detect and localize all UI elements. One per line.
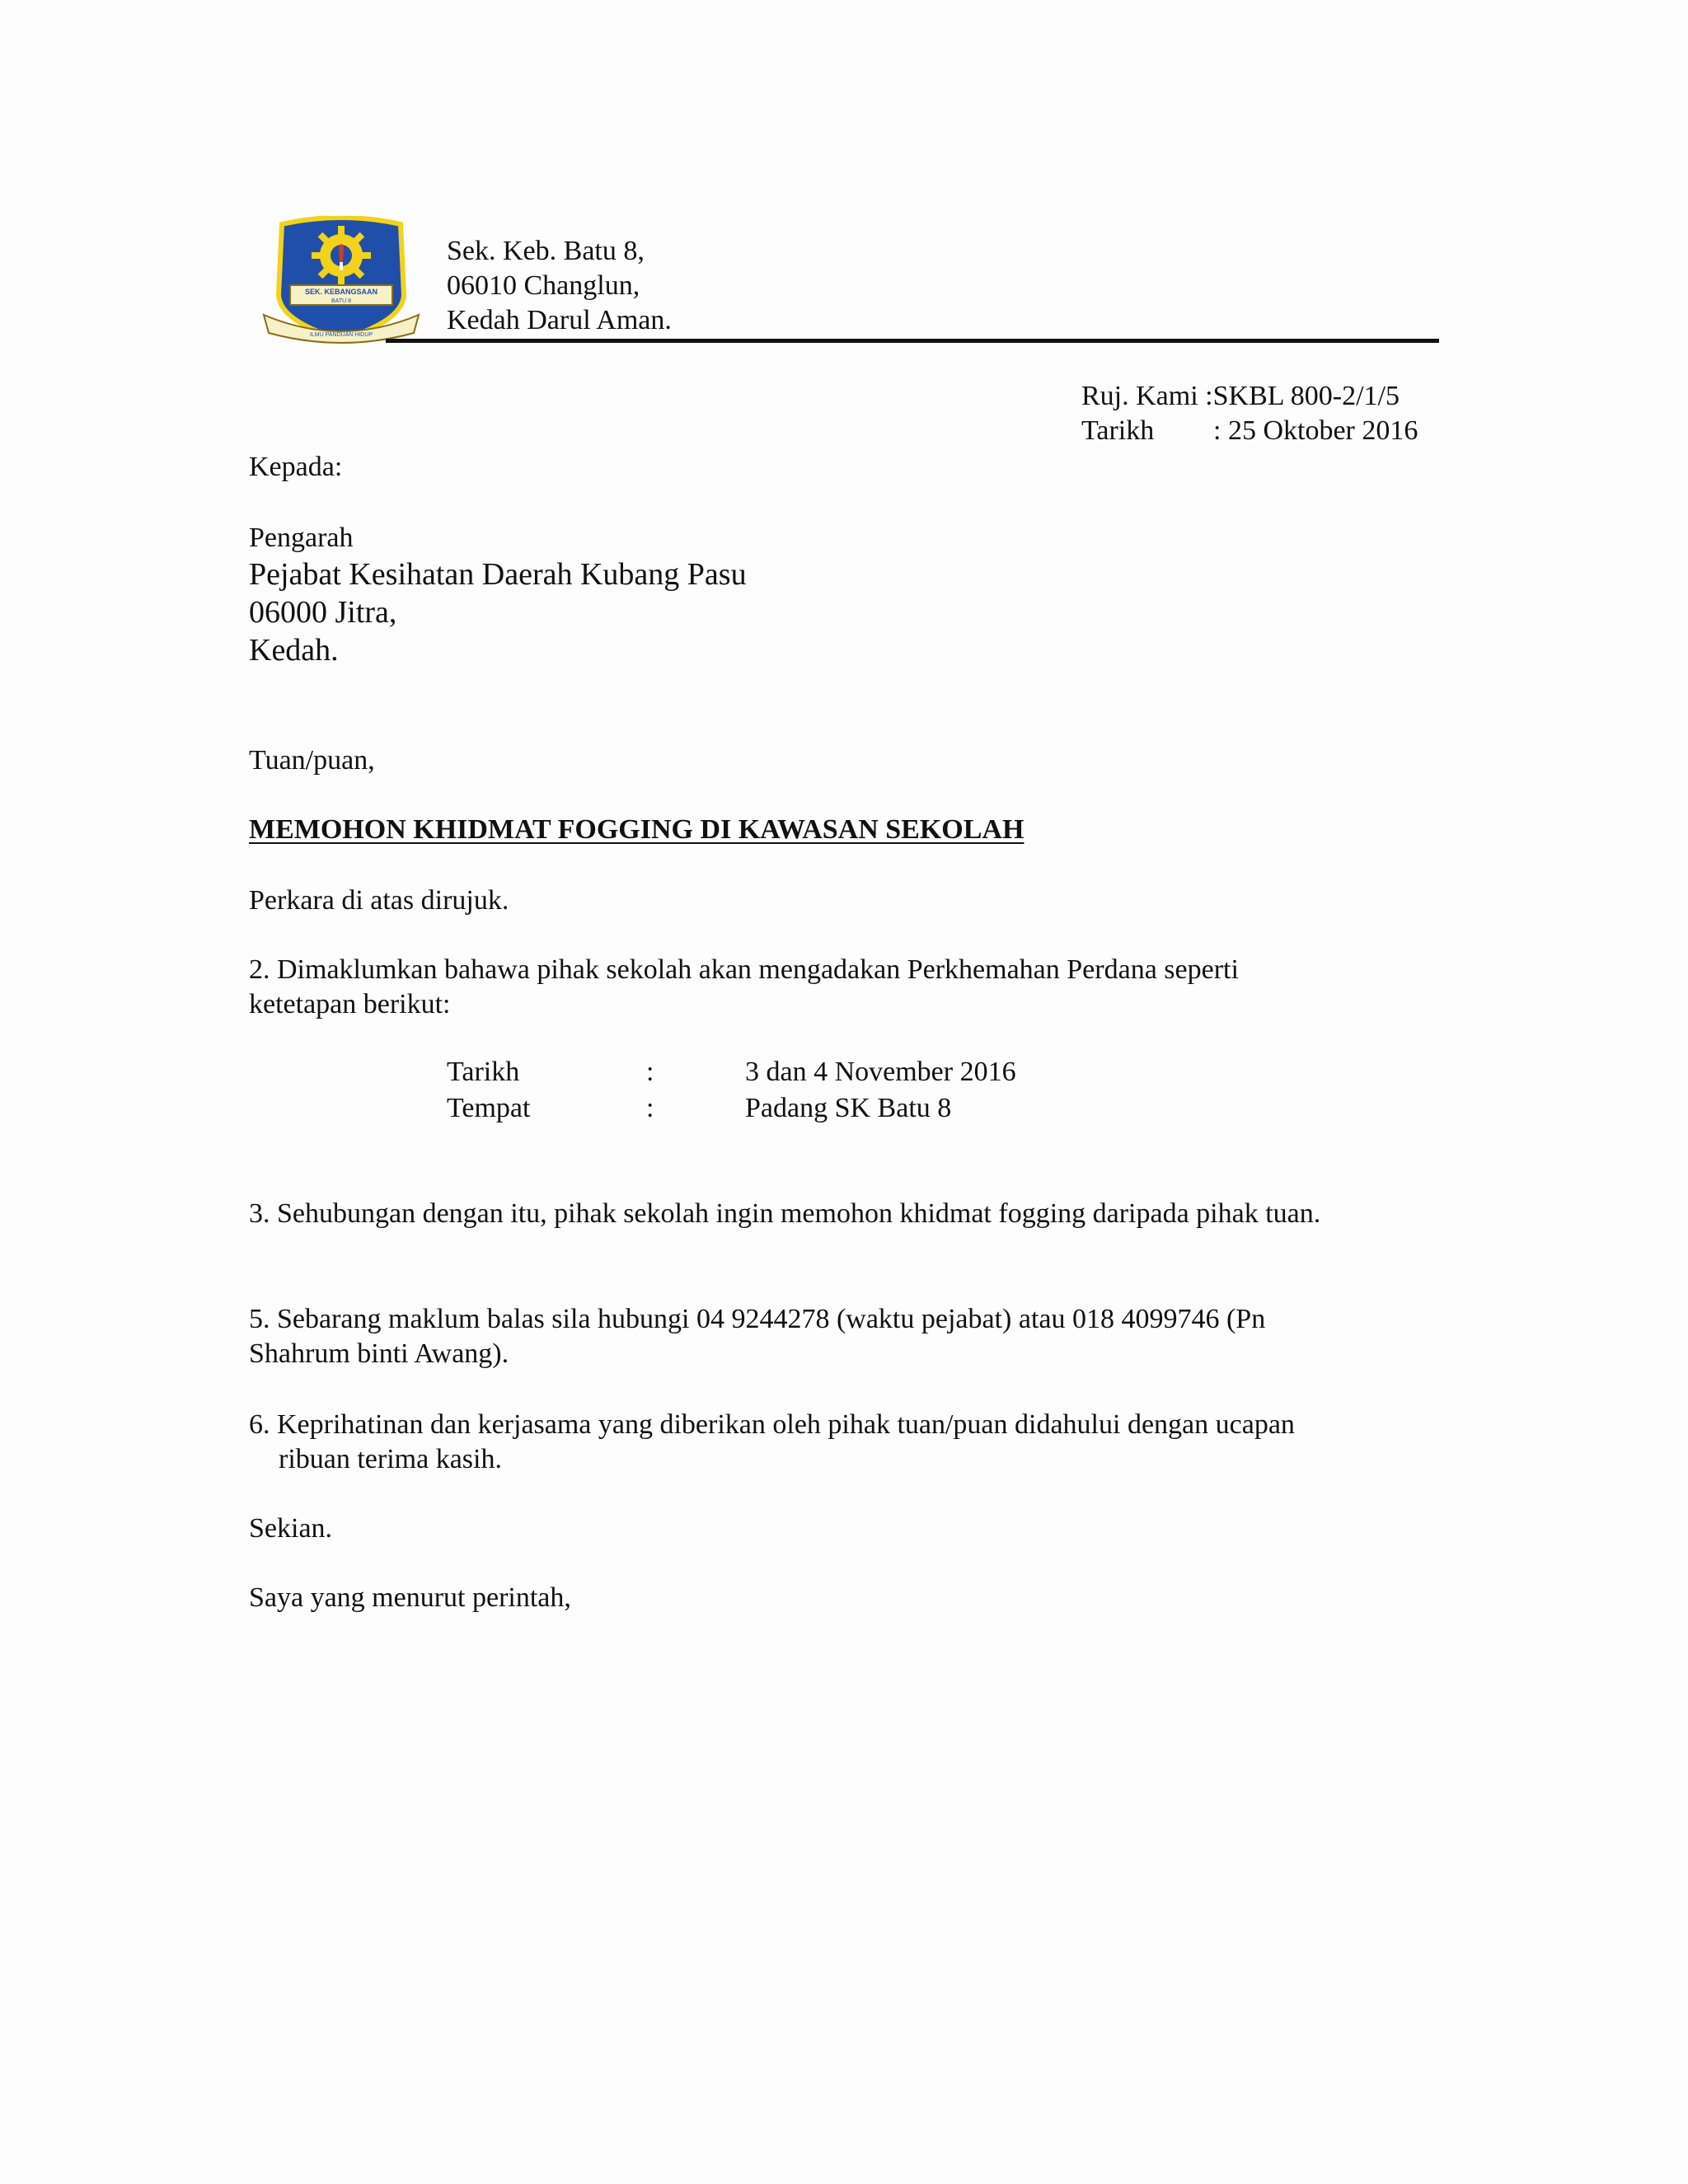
detail-colon: : [646,1093,654,1123]
paragraph-2-line: 2. Dimaklumkan bahawa pihak sekolah akan mengadakan Perkhemahan Perdana seperti [249,954,1239,985]
tarikh-label: Tarikh [1081,415,1155,446]
paragraph-2-line: ketetapan berikut: [249,989,451,1019]
ruj-value: SKBL 800-2/1/5 [1212,381,1400,411]
closing-sign-off: Saya yang menurut perintah, [249,1582,571,1613]
paragraph-6-line: 6. Keprihatinan dan kerjasama yang diberikan oleh pihak tuan/puan didahului dengan ucapan [249,1409,1295,1440]
tarikh-value: : 25 Oktober 2016 [1213,415,1418,446]
paragraph-5-line: Shahrum binti Awang). [249,1338,509,1369]
detail-row [447,1091,1016,1127]
detail-label: Tempat [447,1093,531,1123]
salutation: Tuan/puan, [249,745,375,776]
recipient-title: Pengarah [249,523,354,553]
detail-value: Padang SK Batu 8 [745,1093,952,1123]
paragraph-1: Perkara di atas dirujuk. [249,885,509,916]
svg-text:ILMU PANDUAN HIDUP: ILMU PANDUAN HIDUP [309,332,373,338]
address-line: 06010 Changlun, [447,270,640,301]
detail-colon: : [646,1057,654,1087]
date-row [1081,414,1418,448]
reference-block [1081,379,1418,448]
kepada-label: Kepada: [249,452,343,482]
closing-sekian: Sekian. [249,1513,333,1544]
recipient-line: Kedah. [249,633,339,668]
address-line: Sek. Keb. Batu 8, [447,236,645,266]
school-crest-logo [262,216,420,346]
reference-row [1081,379,1418,414]
paragraph-6-line: ribuan terima kasih. [279,1444,502,1474]
svg-text:BATU 8: BATU 8 [331,298,351,304]
paragraph-5-line: 5. Sebarang maklum balas sila hubungi 04 9244278 (waktu pejabat) atau 018 4099746 (Pn [249,1304,1266,1334]
detail-value: 3 dan 4 November 2016 [745,1057,1016,1087]
detail-row [447,1055,1016,1091]
svg-text:SEK. KEBANGSAAN: SEK. KEBANGSAAN [304,288,378,296]
event-details [447,1055,1016,1127]
school-address [447,234,672,338]
detail-label: Tarikh [447,1057,520,1087]
recipient-line: 06000 Jitra, [249,595,397,630]
address-line: Kedah Darul Aman. [447,305,672,335]
letter-subject: MEMOHON KHIDMAT FOGGING DI KAWASAN SEKOLAH [249,814,1025,845]
letterhead-rule [386,339,1439,343]
paragraph-3: 3. Sehubungan dengan itu, pihak sekolah ingin memohon khidmat fogging daripada pihak tuan. [249,1198,1321,1229]
recipient-line: Pejabat Kesihatan Daerah Kubang Pasu [249,557,747,592]
ruj-label: Ruj. Kami : [1081,381,1213,411]
